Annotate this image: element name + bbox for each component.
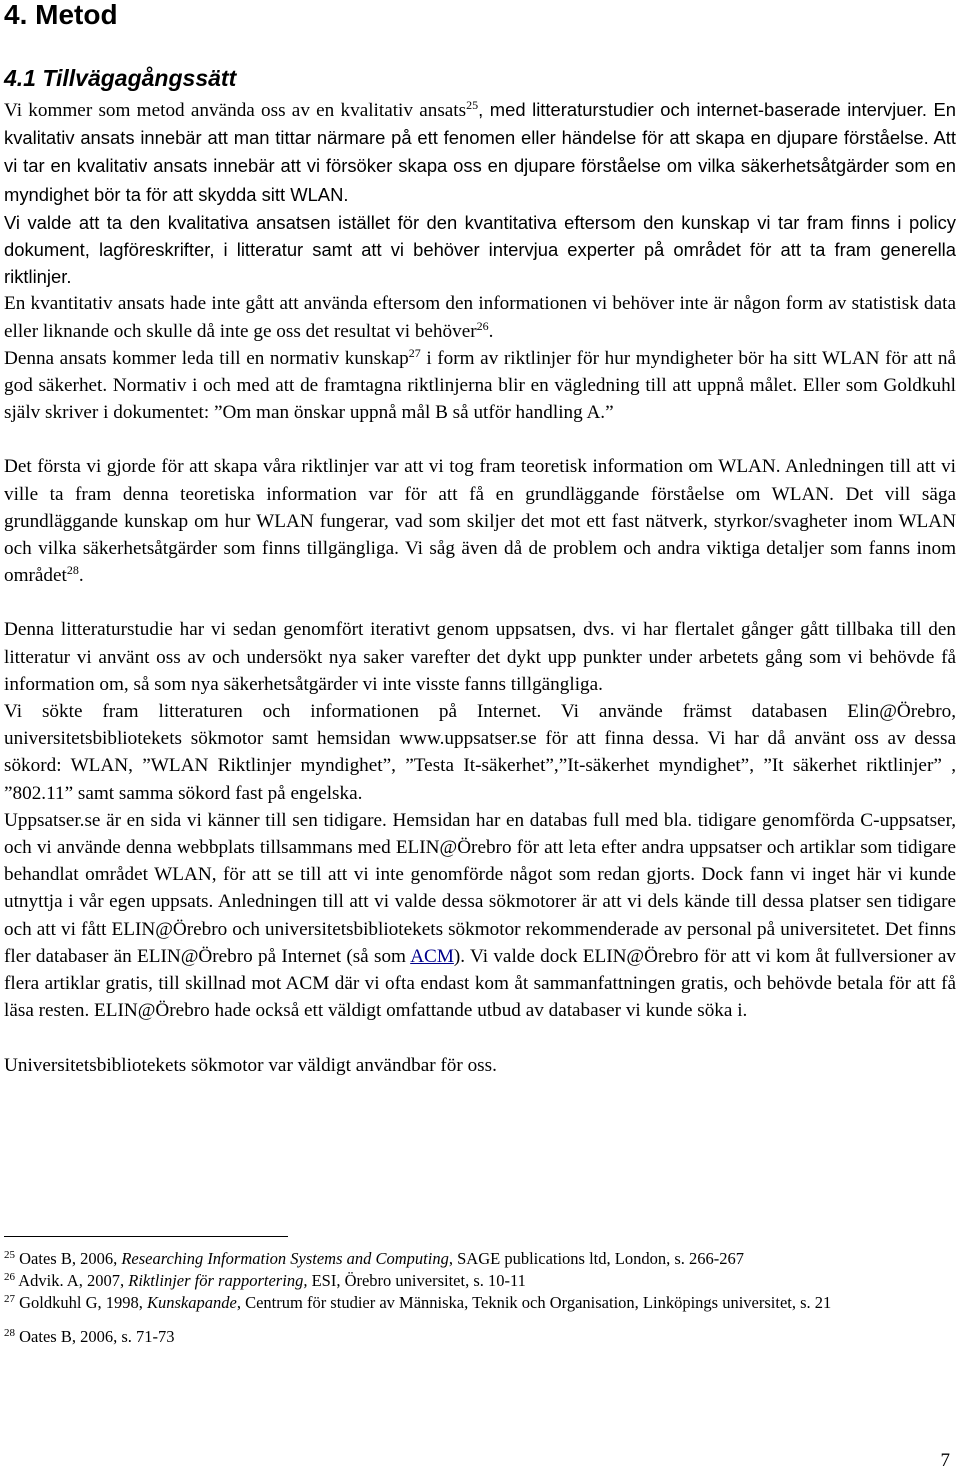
- text-run: Denna ansats kommer leda till en normativ kunskap: [4, 347, 409, 369]
- text-run: .: [78, 565, 84, 587]
- paragraph: Vi valde att ta den kvalitativa ansatsen istället för den kvantitativa eftersom den kunskap vi tar fram finns i policy dokument, lagföreskrifter, i litteratur samt att vi behöver intervjua experter på området för att ta fram generella riktlinjer.: [4, 211, 956, 288]
- paragraph: Denna litteraturstudie har vi sedan genomfört iterativt genom uppsatsen, dvs. vi har flertalet gånger gått tillbaka till den litteratur vi använt oss av och undersökt nya saker varefter det dykt upp punkter under arbetets gång som vi behövde få information om, så som nya säkerhetsåtgärder vi inte visste fanns tillgängliga.: [4, 619, 956, 695]
- acm-link[interactable]: ACM: [410, 945, 454, 967]
- footnote-number: 27: [4, 1293, 15, 1305]
- paragraph-gap: [4, 589, 956, 616]
- paragraph: Vi sökte fram litteraturen och informationen på Internet. Vi använde främst databasen Elin@Örebro, universitetsbibliotekets sökmotor samt hemsidan www.uppsatser.se för att finna dessa. Vi har då använt oss av dessa sökord: WLAN, ”WLAN Riktlinjer myndighet”, ”Testa It-säkerhet”,”It-säkerhet myndighet”, ”It säkerhet riktlinjer” , ”802.11” samt samma sökord fast på engelska.: [4, 701, 956, 804]
- footnote-text: , Centrum för studier av Människa, Teknik och Organisation, Linköpings universitet, s. 21: [236, 1293, 832, 1312]
- footnote-gap: [4, 1314, 956, 1326]
- paragraph-gap: [4, 426, 956, 453]
- footnote-number: 28: [4, 1327, 15, 1339]
- footnote-text: ESI, Örebro universitet, s. 10-11: [307, 1271, 526, 1290]
- footnote-text: Oates B, 2006,: [19, 1249, 122, 1268]
- footnote-text: Goldkuhl G, 1998,: [19, 1293, 147, 1312]
- footnote: [4, 1326, 956, 1348]
- text-run: Det första vi gjorde för att skapa våra riktlinjer var att vi tog fram teoretisk information om WLAN. Anledningen till att vi ville ta fram denna teoretiska information var för att få en grundläggande förståelse om WLAN. Det vill säga grundläggande kunskap om hur WLAN fungerar, vad som skiljer det mot ett fast nätverk, styrkor/svagheter inom WLAN och vilka säkerhetsåtgärder som finns tillgängliga. Vi såg även då de problem och andra viktiga detaljer som fanns inom området: [4, 456, 956, 587]
- footnote-text: Advik. A, 2007,: [18, 1271, 129, 1290]
- paragraph: [4, 807, 956, 1025]
- paragraph: [4, 290, 956, 344]
- footnote-number: 25: [4, 1249, 15, 1261]
- chapter-heading: 4. Metod: [4, 0, 118, 30]
- footnote-number: 26: [4, 1271, 15, 1283]
- footnote-ref[interactable]: 28: [66, 563, 79, 578]
- document-page: [4, 0, 956, 1471]
- text-run: .: [488, 320, 494, 342]
- footnote: [4, 1248, 956, 1270]
- text-run: , med litteraturstudier och internet-baserade intervjuer. En kvalitativ ansats innebär att man tittar närmare på ett fenomen eller händelse för att skapa en djupare förståelse. Att vi tar en kvalitativ ansats innebär att vi försöker skapa oss en djupare förståelse om vilka säkerhetsåtgärder som en myndighet bör ta för att skydda sitt WLAN.: [4, 99, 956, 205]
- footnote-title: Riktlinjer för rapportering,: [128, 1271, 308, 1290]
- footnote-ref[interactable]: 27: [408, 345, 421, 360]
- footnotes: [4, 1248, 956, 1348]
- footnote-divider: [4, 1236, 288, 1237]
- section-heading: 4.1 Tillvägagångssätt: [4, 65, 237, 91]
- text-run: Uppsatser.se är en sida vi känner till sen tidigare. Hemsidan har en databas full med bla. tidigare genomförda C-uppsatser, och vi använde denna webbplats tillsammans med ELIN@Örebro för att leta efter andra uppsatser och artiklar som tidigare behandlat området WLAN, för att se till att vi inte genomförde något som redan gjorts. Dock fann vi inget här vi kunde utnyttja i vår egen uppsats. Anledningen till att vi valde dessa sökmotorer är att vi dels kände till dessa platser sen tidigare och att vi fått ELIN@Örebro och universitetsbibliotekets sökmotor rekommenderade av personal på universitetet. Det finns fler databaser än ELIN@Örebro på Internet (så som: [4, 809, 956, 967]
- paragraph: [4, 345, 956, 427]
- page-number: 7: [940, 1450, 950, 1471]
- footnote-title: Researching Information Systems and Computing: [121, 1249, 449, 1268]
- footnote: [4, 1292, 956, 1314]
- text-run: Vi kommer som metod använda oss av en kvalitativ ansats: [4, 100, 467, 121]
- footnote-text: Oates B, 2006, s. 71-73: [19, 1327, 175, 1346]
- footnote-title: Kunskapande: [147, 1293, 237, 1312]
- paragraph: Universitetsbibliotekets sökmotor var väldigt användbar för oss.: [4, 1054, 497, 1076]
- paragraph-gap: [4, 1025, 956, 1052]
- paragraph: [4, 96, 956, 209]
- footnote-ref[interactable]: 26: [476, 318, 489, 333]
- text-run: ). Vi valde dock ELIN@Örebro för att vi kom åt fullversioner av flera artiklar gratis, till skillnad mot ACM där vi ofta endast kom åt sammanfattningen gratis, och behövde betala för att få läsa resten. ELIN@Örebro hade också ett väldigt omfattande utbud av databaser vi kunde söka i.: [4, 945, 956, 1022]
- footnote-text: , SAGE publications ltd, London, s. 266-267: [448, 1249, 745, 1268]
- text-run: En kvantitativ ansats hade inte gått att använda eftersom den informationen vi behöver inte är någon form av statistisk data eller liknande och skulle då inte ge oss det resultat vi behöver: [4, 293, 956, 342]
- text-run: i form av riktlinjer för hur myndigheter bör ha sitt WLAN för att nå god säkerhet. Normativ i och med att de framtagna riktlinjerna blir en vägledning till att uppnå målet. Eller som Goldkuhl själv skriver i dokumentet: ”Om man önskar uppnå mål B så utför handling A.”: [4, 347, 956, 424]
- body-text: [4, 96, 956, 1079]
- paragraph: [4, 453, 956, 589]
- footnote: [4, 1270, 956, 1292]
- footnote-ref[interactable]: 25: [466, 98, 479, 112]
